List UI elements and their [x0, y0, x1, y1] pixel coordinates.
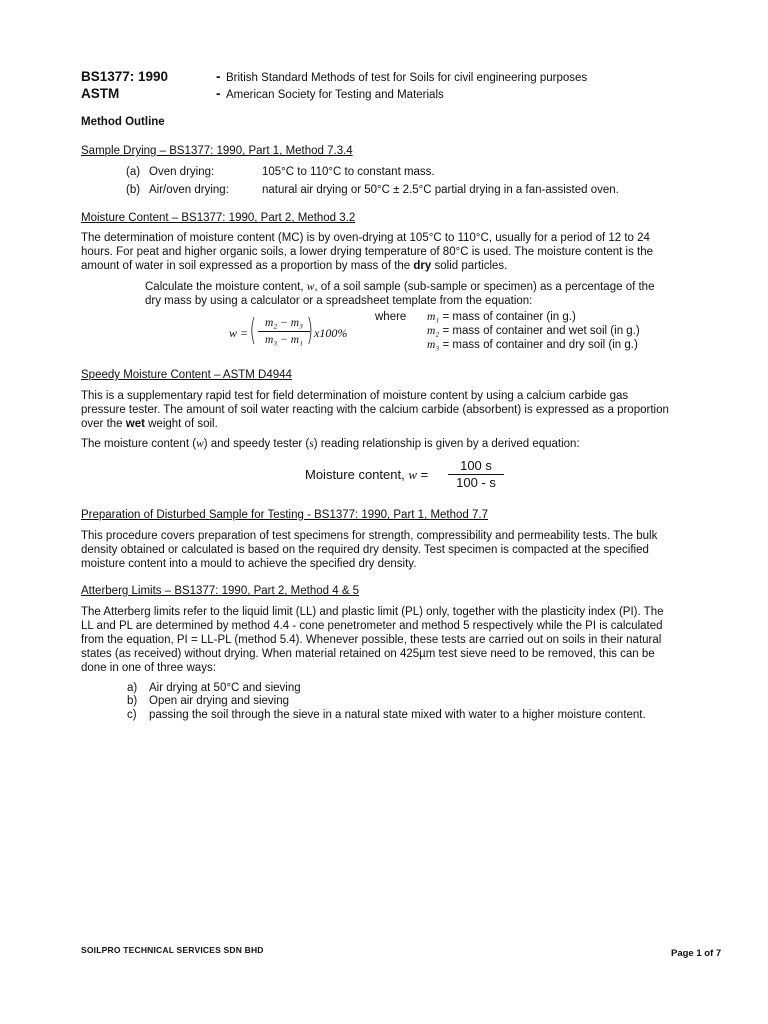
formula-rhs: x100%	[314, 326, 348, 340]
list-marker: a)	[127, 682, 138, 694]
list-marker: c)	[127, 709, 137, 721]
paragraph-line	[81, 259, 507, 273]
text-run: The moisture content (	[81, 438, 197, 450]
speedy-denominator: 100 - s	[456, 475, 496, 490]
variable-w: w	[306, 281, 315, 293]
text-run: ) and speedy tester (	[203, 438, 310, 450]
paragraph-line: The Atterberg limits refer to the liquid limit (LL) and plastic limit (PL) only, together with the plasticity index (PI). The	[81, 606, 664, 618]
header-desc-bs1377: British Standard Methods of test for Soils for civil engineering purposes	[226, 72, 588, 84]
text-run: ) reading relationship is given by a derived equation:	[313, 438, 580, 450]
formula-fraction	[258, 316, 310, 347]
list-marker: (a)	[126, 166, 141, 178]
paragraph-line: done in one of three ways:	[81, 662, 216, 674]
symbol: m₁	[427, 311, 440, 323]
paragraph-line	[81, 417, 218, 431]
text-run: weight of soil.	[144, 418, 218, 430]
text-run: solid particles.	[431, 260, 508, 272]
where-label: where	[375, 311, 407, 323]
left-paren: (	[249, 313, 257, 348]
variable-s: s	[309, 438, 314, 450]
section-title-atterberg: Atterberg Limits – BS1377: 1990, Part 2, Method 4 & 5	[81, 585, 360, 597]
list-item-text: passing the soil through the sieve in a natural state mixed with water to a higher moisture content.	[149, 709, 646, 721]
paragraph-line: moisture content into a mould to achieve the specified dry density.	[81, 558, 417, 570]
text-run: over the	[81, 418, 126, 430]
formula-numerator: m₂ − m₃	[264, 317, 304, 329]
list-marker: b)	[127, 695, 138, 707]
emphasis-dry: dry	[413, 260, 432, 272]
variable-w: w	[196, 438, 204, 450]
symbol: m₂	[427, 325, 440, 337]
speedy-equation-lhs	[305, 468, 428, 482]
paragraph-line: pressure tester. The amount of soil water reacting with the calcium carbide (absorbent) is expressed as a proportion	[81, 404, 669, 416]
calc-instruction-line: dry mass by using a calculator or a spreadsheet template from the equation:	[145, 295, 533, 307]
paragraph-line: states (as received) without drying. When material retained on 425µm test sieve need to be removed, this can be	[81, 648, 655, 660]
header-code-bs1377: BS1377: 1990	[81, 69, 169, 84]
section-title-moisture-content: Moisture Content – BS1377: 1990, Part 2, Method 3.2	[81, 212, 356, 224]
definition-line	[427, 324, 640, 338]
list-item-desc: natural air drying or 50°C ± 2.5°C partial drying in a fan-assisted oven.	[262, 184, 619, 196]
text-run: , of a soil sample (sub-sample or specimen) as a percentage of the	[314, 281, 655, 293]
list-item-desc: 105°C to 110°C to constant mass.	[262, 166, 435, 178]
formula-denominator: m₃ − m₁	[264, 334, 304, 346]
definition-text: = mass of container and dry soil (in g.)	[442, 339, 638, 351]
list-marker: (b)	[126, 184, 141, 196]
right-paren: )	[306, 313, 314, 348]
list-item-text: Open air drying and sieving	[149, 695, 289, 707]
header-code-astm: ASTM	[81, 86, 120, 101]
text-run: amount of water in soil expressed as a proportion by mass of the	[81, 260, 414, 272]
definition-text: = mass of container (in g.)	[442, 311, 576, 323]
definition-line	[427, 310, 576, 324]
method-outline-heading: Method Outline	[81, 116, 165, 128]
definition-text: = mass of container and wet soil (in g.)	[442, 325, 640, 337]
page-number: Page 1 of 7	[671, 948, 722, 959]
paragraph-line: density obtained or calculated is based on the required dry density. Test specimen is compacted at the specified	[81, 544, 649, 556]
text-run: =	[417, 467, 429, 482]
symbol: m₃	[427, 339, 440, 351]
footer-company: SOILPRO TECHNICAL SERVICES SDN BHD	[81, 945, 264, 955]
paragraph-line	[81, 437, 580, 451]
section-title-sample-drying: Sample Drying – BS1377: 1990, Part 1, Method 7.3.4	[81, 145, 353, 157]
formula-lhs: w =	[229, 326, 249, 340]
speedy-numerator: 100 s	[460, 458, 492, 473]
paragraph-line: LL and PL are determined by method 4.4 - cone penetrometer and method 5 respectively while the PI is calculated	[81, 620, 663, 632]
emphasis-wet: wet	[125, 418, 145, 430]
list-item-name: Oven drying:	[149, 166, 215, 178]
header-dash: -	[216, 69, 221, 84]
calc-instruction-line	[145, 280, 654, 294]
speedy-fraction	[448, 459, 504, 490]
fraction-bar	[258, 331, 310, 332]
definition-line	[427, 338, 638, 352]
paragraph-line: The determination of moisture content (MC) is by oven-drying at 105°C to 110°C, usually for a period of 12 to 24	[81, 232, 650, 244]
variable-w: w	[408, 467, 417, 482]
paragraph-line: This is a supplementary rapid test for field determination of moisture content by using a calcium carbide gas	[81, 390, 629, 402]
paragraph-line: from the equation, PI = LL-PL (method 5.4). Whenever possible, these tests are carried out on soils in their natural	[81, 634, 662, 646]
list-item-name: Air/oven drying:	[149, 184, 229, 196]
list-item-text: Air drying at 50°C and sieving	[149, 682, 301, 694]
text-run: Moisture content,	[305, 467, 409, 482]
header-desc-astm: American Society for Testing and Materials	[226, 89, 444, 101]
section-title-speedy: Speedy Moisture Content – ASTM D4944	[81, 369, 292, 381]
section-title-preparation: Preparation of Disturbed Sample for Testing - BS1377: 1990, Part 1, Method 7.7	[81, 509, 488, 521]
header-dash: -	[216, 86, 221, 101]
paragraph-line: hours. For peat and higher organic soils, a lower drying temperature of 80°C is used. The moisture content is the	[81, 246, 654, 258]
text-run: Calculate the moisture content,	[145, 281, 307, 293]
paragraph-line: This procedure covers preparation of test specimens for strength, compressibility and permeability tests. The bulk	[81, 530, 658, 542]
